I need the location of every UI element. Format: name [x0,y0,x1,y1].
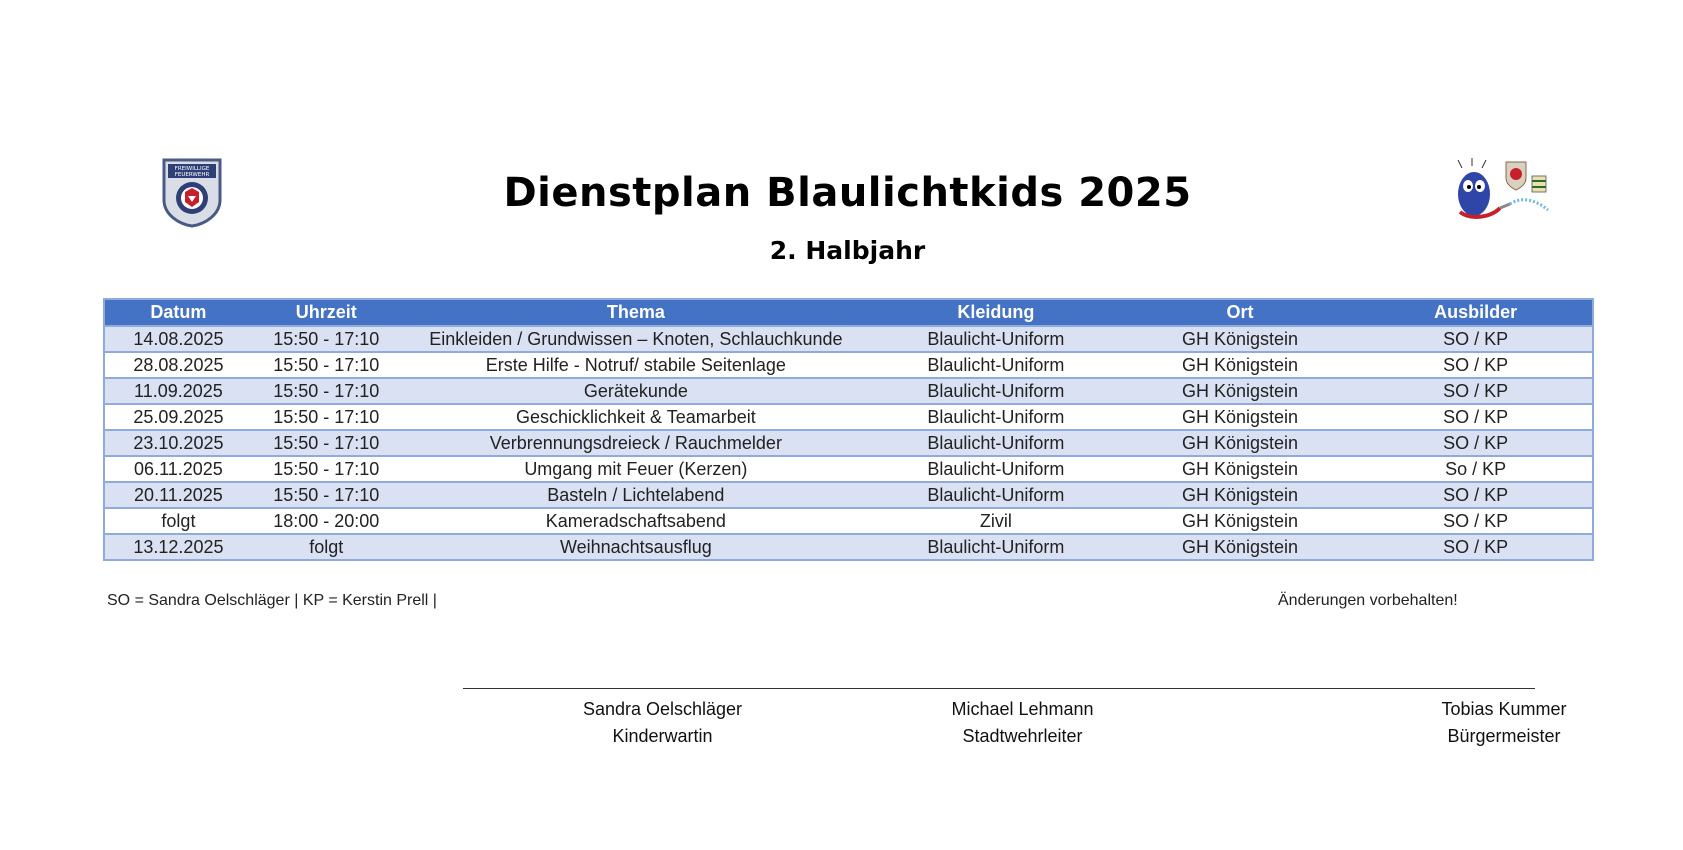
cell-uhrzeit: 15:50 - 17:10 [252,326,401,352]
signature-block-buergermeister [1414,696,1594,750]
cell-thema: Verbrennungsdreieck / Rauchmelder [401,430,871,456]
signatory-name: Michael Lehmann [951,699,1094,719]
table-row [104,482,1593,508]
table-row [104,378,1593,404]
signature-line [463,688,1535,689]
cell-ort: GH Königstein [1121,534,1360,560]
cell-datum: 11.09.2025 [104,378,252,404]
abbreviation-legend: SO = Sandra Oelschläger | KP = Kerstin Prell | [107,592,437,609]
cell-datum: 25.09.2025 [104,404,252,430]
cell-thema: Erste Hilfe - Notruf/ stabile Seitenlage [401,352,871,378]
column-header-datum: Datum [104,299,252,326]
page-title: Dienstplan Blaulichtkids 2025 [503,170,1192,216]
signatory-role: Stadtwehrleiter [962,726,1083,746]
cell-thema: Einkleiden / Grundwissen – Knoten, Schlauchkunde [401,326,871,352]
signatory-role: Kinderwartin [612,726,713,746]
cell-ausbilder: SO / KP [1359,430,1593,456]
signature-block-stadtwehrleiter [925,696,1120,750]
schedule-table [103,298,1594,561]
cell-kleidung: Blaulicht-Uniform [871,326,1121,352]
table-row [104,404,1593,430]
table-row [104,430,1593,456]
cell-thema: Basteln / Lichtelabend [401,482,871,508]
table-row [104,352,1593,378]
cell-ausbilder: SO / KP [1359,404,1593,430]
cell-datum: 20.11.2025 [104,482,252,508]
cell-datum: 28.08.2025 [104,352,252,378]
cell-ausbilder: SO / KP [1359,378,1593,404]
signatory-role: Bürgermeister [1447,726,1561,746]
cell-thema: Kameradschaftsabend [401,508,871,534]
page-subtitle: 2. Halbjahr [769,236,926,265]
table-row [104,534,1593,560]
column-header-ort: Ort [1121,299,1360,326]
cell-ort: GH Königstein [1121,508,1360,534]
signature-block-kinderwartin [560,696,765,750]
cell-kleidung: Blaulicht-Uniform [871,456,1121,482]
cell-thema: Gerätekunde [401,378,871,404]
cell-ort: GH Königstein [1121,430,1360,456]
column-header-ausbilder: Ausbilder [1359,299,1593,326]
cell-kleidung: Blaulicht-Uniform [871,534,1121,560]
cell-ort: GH Königstein [1121,404,1360,430]
svg-text:FREIWILLIGE: FREIWILLIGE [174,166,210,172]
cell-ausbilder: SO / KP [1359,482,1593,508]
cell-ort: GH Königstein [1121,378,1360,404]
cell-datum: 23.10.2025 [104,430,252,456]
table-row [104,508,1593,534]
cell-ausbilder: SO / KP [1359,326,1593,352]
cell-uhrzeit: 15:50 - 17:10 [252,430,401,456]
cell-ausbilder: SO / KP [1359,534,1593,560]
cell-ausbilder: SO / KP [1359,508,1593,534]
cell-uhrzeit: 18:00 - 20:00 [252,508,401,534]
changes-reserved-note: Änderungen vorbehalten! [1278,592,1458,609]
svg-text:FEUERWEHR: FEUERWEHR [174,172,210,178]
cell-datum: 13.12.2025 [104,534,252,560]
cell-uhrzeit: 15:50 - 17:10 [252,352,401,378]
table-row [104,456,1593,482]
cell-kleidung: Blaulicht-Uniform [871,378,1121,404]
cell-ort: GH Königstein [1121,456,1360,482]
cell-uhrzeit: 15:50 - 17:10 [252,482,401,508]
cell-datum: 14.08.2025 [104,326,252,352]
cell-ort: GH Königstein [1121,352,1360,378]
column-header-uhrzeit: Uhrzeit [252,299,401,326]
cell-uhrzeit: 15:50 - 17:10 [252,404,401,430]
cell-ort: GH Königstein [1121,482,1360,508]
cell-kleidung: Blaulicht-Uniform [871,430,1121,456]
cell-uhrzeit: 15:50 - 17:10 [252,456,401,482]
table-row [104,326,1593,352]
signatory-name: Sandra Oelschläger [582,699,743,719]
column-header-thema: Thema [401,299,871,326]
signatory-name: Tobias Kummer [1441,699,1567,719]
cell-uhrzeit: folgt [252,534,401,560]
cell-datum: 06.11.2025 [104,456,252,482]
cell-ausbilder: So / KP [1359,456,1593,482]
cell-thema: Geschicklichkeit & Teamarbeit [401,404,871,430]
cell-kleidung: Zivil [871,508,1121,534]
cell-thema: Umgang mit Feuer (Kerzen) [401,456,871,482]
cell-kleidung: Blaulicht-Uniform [871,352,1121,378]
cell-datum: folgt [104,508,252,534]
column-header-kleidung: Kleidung [871,299,1121,326]
cell-kleidung: Blaulicht-Uniform [871,404,1121,430]
cell-ort: GH Königstein [1121,326,1360,352]
cell-kleidung: Blaulicht-Uniform [871,482,1121,508]
cell-ausbilder: SO / KP [1359,352,1593,378]
cell-thema: Weihnachtsausflug [401,534,871,560]
cell-uhrzeit: 15:50 - 17:10 [252,378,401,404]
table-header-row [104,299,1593,326]
